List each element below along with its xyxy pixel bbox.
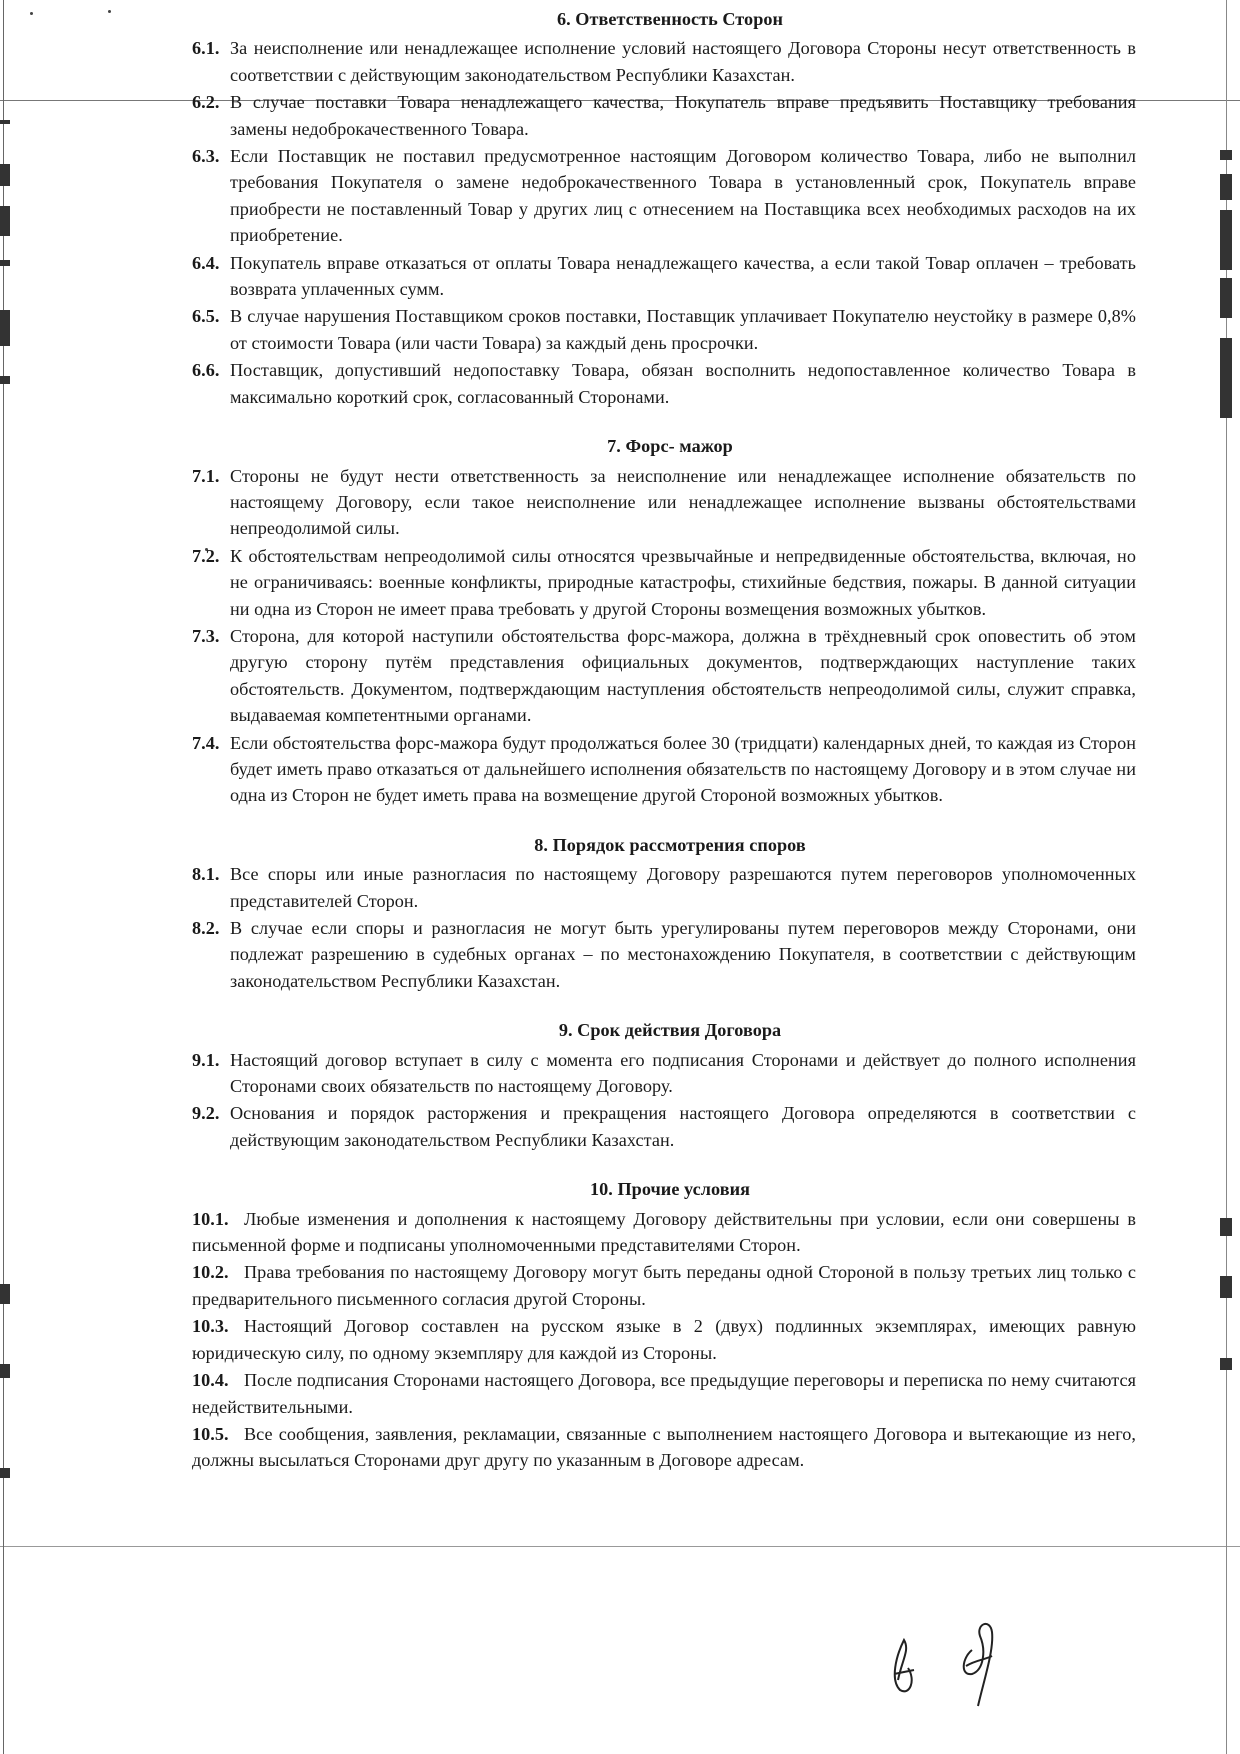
clause-number: 7.2. xyxy=(192,545,220,566)
contract-body xyxy=(192,6,1136,1475)
section-gap xyxy=(192,1154,1136,1176)
clause-number: 10.5. xyxy=(192,1423,229,1444)
clause-number: 8.1. xyxy=(192,864,220,885)
clause xyxy=(192,861,1136,914)
clause-text: Если обстоятельства форс-мажора будут продолжаться более 30 (тридцати) календарных дней, то каждая из Сторон будет иметь право отказаться от дальнейшего исполнения обязательств по настоящему Договору и в этом случае ни одна из Сторон не будет иметь права на возмещение другой Стороной возможных убытков. xyxy=(230,732,1136,806)
clause-number: 10.3. xyxy=(192,1316,229,1337)
scan-speck xyxy=(108,10,111,13)
section-title: 10. Прочие условия xyxy=(589,1179,750,1200)
clause-text: Покупатель вправе отказаться от оплаты Товара ненадлежащего качества, а если такой Товар оплачен – требовать возврата уплаченных сумм. xyxy=(230,252,1136,300)
clause-text: К обстоятельствам непреодолимой силы относятся чрезвычайные и непредвиденные обстоятельства, включая, но не ограничиваясь: военные конфликты, природные катастрофы, стихийные бедствия, пожары. В данной ситуации ни одна из Сторон не имеет права требовать у другой Стороны возмещения возможных убытков. xyxy=(230,545,1136,619)
clause xyxy=(192,1100,1136,1153)
section-gap xyxy=(192,995,1136,1017)
clause-text: В случае если споры и разногласия не могут быть урегулированы путем переговоров между Сторонами, они подлежат разрешению в судебных органах – по местонахождению Покупателя, в соответствии с действующим законодательством Республики Казахстан. xyxy=(230,918,1136,991)
clause-text: Сторона, для которой наступили обстоятельства форс-мажора, должна в трёхдневный срок оповестить об этом другую сторону путём представления официальных документов, подтверждающих наступление таких обстоятельств. Документом, подтверждающим наступления обстоятельств непреодолимой силы, служит справка, выдаваемая компетентными органами. xyxy=(230,625,1136,726)
clause-text: Настоящий Договор составлен на русском языке в 2 (двух) подлинных экземплярах, имеющих равную юридическую силу, по одному экземпляру для каждой из Стороны. xyxy=(192,1316,1136,1363)
clause xyxy=(192,357,1136,410)
clause xyxy=(192,623,1136,729)
section-title: 9. Срок действия Договора xyxy=(558,1020,782,1041)
clause-text: Права требования по настоящему Договору могут быть переданы одной Стороной в пользу третьих лиц только с предварительного письменного согласия другой Стороны. xyxy=(192,1262,1136,1309)
section-gap xyxy=(192,411,1136,433)
clause-text: Стороны не будут нести ответственность за неисполнение или ненадлежащее исполнение обязательств по настоящему Договору, если такое неисполнение или ненадлежащее исполнение вызваны обстоятельствами непреодолимой силы. xyxy=(230,465,1136,539)
right-scan-marks xyxy=(1220,150,1232,1370)
clause-number: 7.4. xyxy=(192,732,220,753)
clause-text: В случае поставки Товара ненадлежащего качества, Покупатель вправе предъявить Поставщику требования замены недоброкачественного Товара. xyxy=(230,92,1136,139)
clause xyxy=(192,143,1136,249)
clause-text: Любые изменения и дополнения к настоящему Договору действительны при условии, если они совершены в письменной форме и подписаны уполномоченными представителями Сторон. xyxy=(192,1208,1136,1256)
clause-number: 6.5. xyxy=(192,306,220,327)
clause xyxy=(192,543,1136,622)
clause xyxy=(192,1206,1136,1259)
clause-text: В случае нарушения Поставщиком сроков поставки, Поставщик уплачивает Покупателю неустойку в размере 0,8% от стоимости Товара (или части Товара) за каждый день просрочки. xyxy=(230,306,1136,353)
clause-number: 9.2. xyxy=(192,1103,220,1124)
clause-text: Все споры или иные разногласия по настоящему Договору разрешаются путем переговоров уполномоченных представителей Сторон. xyxy=(230,864,1136,911)
scan-fold-line-bottom xyxy=(0,1546,1240,1547)
clause xyxy=(192,730,1136,809)
clause xyxy=(192,89,1136,142)
clause-number: 10.2. xyxy=(192,1262,229,1283)
clause xyxy=(192,35,1136,88)
clause-number: 6.1. xyxy=(192,38,220,59)
clause-number: 7.3. xyxy=(192,625,220,646)
clause-number: 6.6. xyxy=(192,360,220,381)
section-title: 6. Ответственность Сторон xyxy=(556,9,784,29)
section-title: 8. Порядок рассмотрения споров xyxy=(534,834,806,855)
clause xyxy=(192,1047,1136,1100)
clause-number: 6.3. xyxy=(192,146,220,167)
clause-number: 10.1. xyxy=(192,1208,229,1229)
clause xyxy=(192,1259,1136,1312)
clause-number: 10.4. xyxy=(192,1370,229,1391)
clause xyxy=(192,1367,1136,1420)
handwritten-signature xyxy=(880,1610,1030,1720)
section-gap xyxy=(192,810,1136,832)
left-scan-marks xyxy=(0,120,10,1478)
clause-text: Все сообщения, заявления, рекламации, связанные с выполнением настоящего Договора и вытекающие из него, должны высылаться Сторонами друг другу по указанным в Договоре адресам. xyxy=(192,1423,1136,1471)
clause-number: 6.4. xyxy=(192,252,220,273)
scan-speck xyxy=(30,12,33,15)
clause-text: После подписания Сторонами настоящего Договора, все предыдущие переговоры и переписка по нему считаются недействительными. xyxy=(192,1370,1136,1417)
clause xyxy=(192,250,1136,303)
clause-text: Основания и порядок расторжения и прекращения настоящего Договора определяются в соответствии с действующим законодательством Республики Казахстан. xyxy=(230,1103,1136,1150)
clause-text: За неисполнение или ненадлежащее исполнение условий настоящего Договора Стороны несут ответственность в соответствии с действующим законодательством Республики Казахстан. xyxy=(230,38,1136,85)
clause xyxy=(192,463,1136,542)
clause-text: Если Поставщик не поставил предусмотренное настоящим Договором количество Товара, либо не выполнил требования Покупателя о замене недоброкачественного Товара в установленный срок, Покупатель вправе приобрести не поставленный Товар у других лиц с отнесением на Поставщика всех необходимых расходов на их приобретение. xyxy=(230,146,1136,246)
clause-text: Настоящий договор вступает в силу с момента его подписания Сторонами и действует до полного исполнения Сторонами своих обязательств по настоящему Договору. xyxy=(230,1049,1136,1097)
clause-number: 7.1. xyxy=(192,465,220,486)
clause xyxy=(192,915,1136,994)
clause xyxy=(192,303,1136,356)
clause xyxy=(192,1421,1136,1474)
clause-number: 8.2. xyxy=(192,918,220,938)
clause-number: 6.2. xyxy=(192,92,220,113)
section-title: 7. Форс- мажор xyxy=(607,436,733,457)
clause-number: 9.1. xyxy=(192,1049,220,1070)
clause-text: Поставщик, допустивший недопоставку Товара, обязан восполнить недопоставленное количество Товара в максимально короткий срок, согласованный Сторонами. xyxy=(230,360,1136,407)
clause xyxy=(192,1313,1136,1366)
